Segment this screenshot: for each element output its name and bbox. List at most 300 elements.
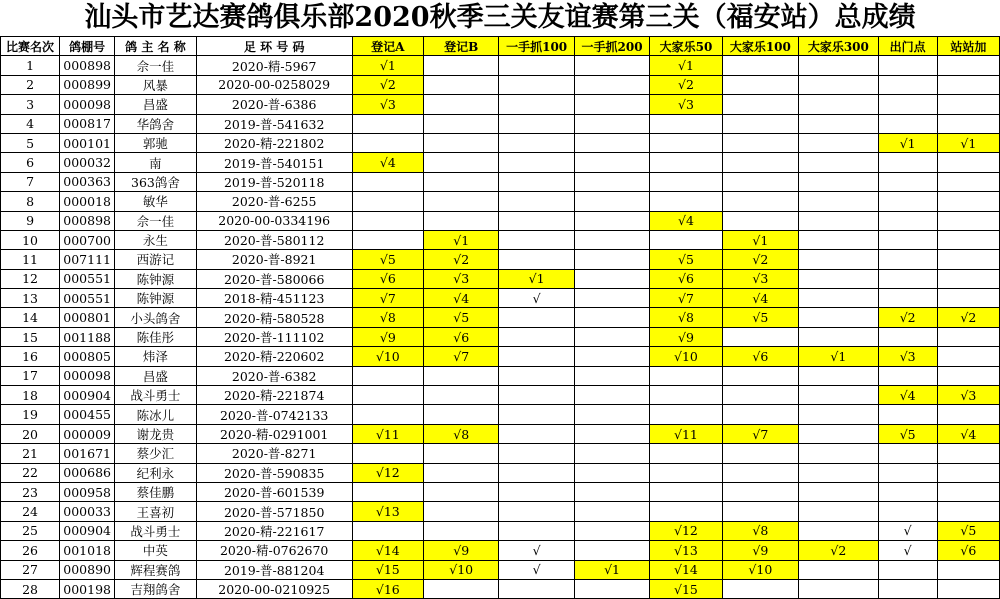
cell-ring-no: 2020-精-580528 [196,308,352,327]
cell-first-catch-200 [574,289,649,308]
cell-pool-300 [799,133,879,152]
header-first-catch-200: 一手抓200 [574,37,649,56]
cell-first-catch-100 [499,114,574,133]
cell-pool-300 [799,289,879,308]
cell-exit-point [878,405,937,424]
cell-pool-50: √3 [650,95,722,114]
cell-loft-no: 000890 [60,560,115,579]
cell-exit-point [878,289,937,308]
cell-stage-plus [937,347,999,366]
cell-exit-point: √5 [878,424,937,443]
cell-stage-plus [937,230,999,249]
cell-reg-b [424,521,499,540]
cell-first-catch-100: √ [499,560,574,579]
cell-exit-point [878,172,937,191]
header-owner: 鸽 主 名 称 [115,37,197,56]
cell-stage-plus [937,153,999,172]
cell-pool-300 [799,579,879,598]
cell-first-catch-100: √1 [499,269,574,288]
cell-pool-50 [650,172,722,191]
cell-pool-300 [799,75,879,94]
cell-first-catch-100 [499,521,574,540]
cell-rank: 2 [1,75,60,94]
cell-rank: 20 [1,424,60,443]
cell-reg-b [424,95,499,114]
cell-reg-a [352,172,423,191]
cell-rank: 1 [1,56,60,75]
cell-reg-a [352,230,423,249]
table-row [1,541,1000,560]
table-row [1,327,1000,346]
cell-pool-50: √14 [650,560,722,579]
cell-ring-no: 2020-普-6255 [196,192,352,211]
cell-stage-plus: √4 [937,424,999,443]
header-pool-100: 大家乐100 [722,37,798,56]
cell-pool-300 [799,95,879,114]
cell-pool-100 [722,502,798,521]
cell-stage-plus [937,579,999,598]
cell-first-catch-100 [499,56,574,75]
cell-reg-b: √9 [424,541,499,560]
cell-owner: 战斗勇士 [115,521,197,540]
cell-rank: 9 [1,211,60,230]
cell-pool-100 [722,463,798,482]
cell-ring-no: 2020-00-0334196 [196,211,352,230]
cell-loft-no: 000904 [60,521,115,540]
cell-first-catch-200 [574,579,649,598]
cell-exit-point: √1 [878,133,937,152]
cell-exit-point [878,269,937,288]
cell-first-catch-200 [574,386,649,405]
cell-pool-300: √1 [799,347,879,366]
cell-reg-b [424,172,499,191]
table-row [1,95,1000,114]
cell-pool-300 [799,172,879,191]
cell-loft-no: 000101 [60,133,115,152]
cell-reg-b [424,133,499,152]
cell-loft-no: 000098 [60,95,115,114]
cell-pool-50 [650,386,722,405]
cell-first-catch-100 [499,366,574,385]
cell-loft-no: 001188 [60,327,115,346]
cell-pool-300 [799,56,879,75]
cell-reg-a [352,444,423,463]
cell-exit-point [878,211,937,230]
cell-stage-plus [937,192,999,211]
cell-first-catch-200 [574,541,649,560]
cell-first-catch-200 [574,56,649,75]
cell-reg-a: √10 [352,347,423,366]
cell-reg-a: √3 [352,95,423,114]
cell-pool-100: √2 [722,250,798,269]
cell-owner: 陈钟源 [115,269,197,288]
cell-pool-50 [650,114,722,133]
cell-reg-b: √3 [424,269,499,288]
cell-exit-point: √2 [878,308,937,327]
cell-first-catch-100 [499,444,574,463]
cell-first-catch-200 [574,463,649,482]
cell-rank: 5 [1,133,60,152]
cell-pool-100 [722,153,798,172]
table-row [1,153,1000,172]
cell-first-catch-100 [499,172,574,191]
table-row [1,114,1000,133]
cell-rank: 15 [1,327,60,346]
cell-exit-point: √4 [878,386,937,405]
cell-ring-no: 2020-普-111102 [196,327,352,346]
cell-ring-no: 2020-精-0762670 [196,541,352,560]
cell-pool-100: √7 [722,424,798,443]
cell-first-catch-200 [574,211,649,230]
cell-rank: 17 [1,366,60,385]
cell-rank: 27 [1,560,60,579]
cell-pool-100: √5 [722,308,798,327]
cell-stage-plus [937,405,999,424]
cell-pool-300 [799,521,879,540]
cell-pool-50: √11 [650,424,722,443]
cell-first-catch-200 [574,405,649,424]
cell-first-catch-100: √ [499,289,574,308]
cell-exit-point [878,560,937,579]
cell-loft-no: 000700 [60,230,115,249]
cell-rank: 8 [1,192,60,211]
cell-ring-no: 2020-普-0742133 [196,405,352,424]
cell-pool-50: √4 [650,211,722,230]
cell-owner: 陈佳彤 [115,327,197,346]
cell-exit-point [878,366,937,385]
cell-loft-no: 000958 [60,482,115,501]
cell-first-catch-100 [499,95,574,114]
header-reg-b: 登记B [424,37,499,56]
cell-reg-b [424,75,499,94]
cell-pool-50: √1 [650,56,722,75]
cell-owner: 敏华 [115,192,197,211]
cell-pool-100 [722,444,798,463]
cell-reg-b: √7 [424,347,499,366]
cell-pool-100: √3 [722,269,798,288]
cell-loft-no: 000899 [60,75,115,94]
table-row [1,521,1000,540]
cell-first-catch-100 [499,405,574,424]
cell-reg-a: √5 [352,250,423,269]
cell-pool-300 [799,153,879,172]
cell-reg-a: √13 [352,502,423,521]
cell-pool-50: √6 [650,269,722,288]
cell-reg-b: √4 [424,289,499,308]
cell-pool-100: √9 [722,541,798,560]
cell-first-catch-200: √1 [574,560,649,579]
cell-exit-point: √ [878,521,937,540]
cell-pool-100: √8 [722,521,798,540]
cell-stage-plus [937,289,999,308]
cell-pool-100: √6 [722,347,798,366]
cell-owner: 纪利永 [115,463,197,482]
cell-reg-a: √14 [352,541,423,560]
cell-owner: 昌盛 [115,95,197,114]
cell-ring-no: 2018-精-451123 [196,289,352,308]
cell-pool-300 [799,444,879,463]
cell-pool-50 [650,405,722,424]
table-row [1,424,1000,443]
cell-stage-plus [937,444,999,463]
cell-stage-plus [937,172,999,191]
cell-ring-no: 2020-00-0210925 [196,579,352,598]
cell-reg-b [424,482,499,501]
cell-reg-b [424,366,499,385]
table-body [1,56,1000,599]
cell-reg-a: √15 [352,560,423,579]
cell-pool-100 [722,95,798,114]
cell-ring-no: 2020-精-221617 [196,521,352,540]
table-row [1,482,1000,501]
cell-rank: 22 [1,463,60,482]
cell-pool-100: √10 [722,560,798,579]
cell-reg-a [352,366,423,385]
cell-pool-100 [722,114,798,133]
cell-exit-point [878,482,937,501]
cell-pool-100 [722,56,798,75]
header-first-catch-100: 一手抓100 [499,37,574,56]
cell-loft-no: 000898 [60,56,115,75]
cell-loft-no: 001018 [60,541,115,560]
cell-pool-100 [722,211,798,230]
header-row [1,37,1000,56]
cell-exit-point: √3 [878,347,937,366]
cell-pool-300 [799,327,879,346]
cell-pool-100 [722,366,798,385]
cell-rank: 23 [1,482,60,501]
cell-pool-50: √8 [650,308,722,327]
cell-loft-no: 000018 [60,192,115,211]
cell-rank: 11 [1,250,60,269]
cell-first-catch-100 [499,192,574,211]
cell-reg-b [424,405,499,424]
cell-first-catch-200 [574,192,649,211]
table-row [1,192,1000,211]
cell-pool-300 [799,230,879,249]
cell-exit-point [878,75,937,94]
cell-exit-point [878,327,937,346]
cell-first-catch-200 [574,521,649,540]
cell-rank: 21 [1,444,60,463]
table-row [1,172,1000,191]
cell-first-catch-100 [499,327,574,346]
cell-pool-300 [799,482,879,501]
cell-stage-plus: √3 [937,386,999,405]
table-row [1,560,1000,579]
cell-reg-a: √2 [352,75,423,94]
cell-loft-no: 000098 [60,366,115,385]
cell-ring-no: 2020-精-5967 [196,56,352,75]
cell-reg-a [352,211,423,230]
cell-ring-no: 2020-精-221802 [196,133,352,152]
table-row [1,308,1000,327]
cell-ring-no: 2019-普-540151 [196,153,352,172]
cell-stage-plus [937,95,999,114]
cell-reg-b: √8 [424,424,499,443]
cell-first-catch-100 [499,463,574,482]
cell-pool-300 [799,424,879,443]
cell-reg-a: √1 [352,56,423,75]
cell-first-catch-100 [499,502,574,521]
cell-loft-no: 000686 [60,463,115,482]
table-row [1,289,1000,308]
cell-pool-100: √4 [722,289,798,308]
cell-pool-50 [650,444,722,463]
cell-first-catch-100 [499,482,574,501]
cell-pool-50 [650,366,722,385]
cell-exit-point [878,56,937,75]
cell-ring-no: 2020-普-580066 [196,269,352,288]
cell-exit-point [878,192,937,211]
header-reg-a: 登记A [352,37,423,56]
cell-ring-no: 2020-普-8271 [196,444,352,463]
cell-rank: 7 [1,172,60,191]
cell-ring-no: 2019-普-520118 [196,172,352,191]
cell-stage-plus [937,366,999,385]
cell-reg-b [424,579,499,598]
cell-first-catch-200 [574,95,649,114]
cell-pool-100 [722,482,798,501]
cell-reg-b [424,211,499,230]
cell-stage-plus [937,56,999,75]
cell-stage-plus: √6 [937,541,999,560]
cell-owner: 谢龙贵 [115,424,197,443]
cell-pool-50: √7 [650,289,722,308]
cell-first-catch-100 [499,230,574,249]
table-row [1,405,1000,424]
cell-rank: 4 [1,114,60,133]
cell-reg-b [424,153,499,172]
table-row [1,444,1000,463]
table-row [1,579,1000,598]
cell-loft-no: 000817 [60,114,115,133]
page-title: 汕头市艺达赛鸽俱乐部2020秋季三关友谊赛第三关（福安站）总成绩 [84,2,916,33]
cell-pool-300 [799,386,879,405]
cell-first-catch-200 [574,250,649,269]
cell-stage-plus [937,327,999,346]
cell-loft-no: 000455 [60,405,115,424]
cell-owner: 华鸽舍 [115,114,197,133]
cell-reg-a [352,386,423,405]
header-pool-50: 大家乐50 [650,37,722,56]
cell-reg-a [352,521,423,540]
cell-pool-100 [722,172,798,191]
cell-owner: 陈钟源 [115,289,197,308]
cell-pool-300 [799,502,879,521]
cell-exit-point [878,502,937,521]
cell-first-catch-200 [574,444,649,463]
cell-pool-300 [799,463,879,482]
table-row [1,366,1000,385]
cell-stage-plus [937,75,999,94]
cell-stage-plus [937,114,999,133]
cell-rank: 18 [1,386,60,405]
cell-rank: 28 [1,579,60,598]
cell-pool-100 [722,579,798,598]
cell-owner: 辉程赛鸽 [115,560,197,579]
cell-first-catch-200 [574,153,649,172]
cell-exit-point [878,95,937,114]
cell-owner: 363鸽舍 [115,172,197,191]
cell-first-catch-100 [499,308,574,327]
cell-owner: 陈冰儿 [115,405,197,424]
cell-ring-no: 2020-精-0291001 [196,424,352,443]
cell-pool-50 [650,230,722,249]
table-row [1,386,1000,405]
cell-stage-plus [937,250,999,269]
cell-reg-a [352,133,423,152]
cell-pool-50 [650,153,722,172]
cell-loft-no: 000032 [60,153,115,172]
cell-ring-no: 2020-普-571850 [196,502,352,521]
cell-pool-300: √2 [799,541,879,560]
cell-first-catch-200 [574,424,649,443]
cell-pool-50 [650,133,722,152]
cell-owner: 中英 [115,541,197,560]
cell-pool-300 [799,114,879,133]
cell-owner: 南 [115,153,197,172]
cell-stage-plus [937,482,999,501]
cell-reg-b: √10 [424,560,499,579]
cell-reg-a: √7 [352,289,423,308]
cell-owner: 永生 [115,230,197,249]
cell-exit-point [878,463,937,482]
cell-reg-a: √11 [352,424,423,443]
cell-pool-300 [799,269,879,288]
cell-ring-no: 2020-普-8921 [196,250,352,269]
cell-first-catch-200 [574,269,649,288]
cell-first-catch-100 [499,579,574,598]
cell-rank: 26 [1,541,60,560]
cell-stage-plus [937,463,999,482]
cell-ring-no: 2019-普-541632 [196,114,352,133]
cell-reg-a [352,192,423,211]
cell-loft-no: 007111 [60,250,115,269]
cell-stage-plus: √1 [937,133,999,152]
results-table [0,36,1000,599]
cell-reg-b: √1 [424,230,499,249]
cell-rank: 24 [1,502,60,521]
cell-pool-300 [799,405,879,424]
header-stage-plus: 站站加 [937,37,999,56]
cell-first-catch-200 [574,366,649,385]
cell-ring-no: 2020-普-601539 [196,482,352,501]
cell-rank: 3 [1,95,60,114]
cell-loft-no: 000198 [60,579,115,598]
cell-loft-no: 000904 [60,386,115,405]
cell-first-catch-100 [499,133,574,152]
cell-owner: 蔡少汇 [115,444,197,463]
cell-pool-50 [650,463,722,482]
cell-stage-plus: √2 [937,308,999,327]
cell-pool-300 [799,250,879,269]
header-pool-300: 大家乐300 [799,37,879,56]
cell-reg-a: √4 [352,153,423,172]
header-exit-point: 出门点 [878,37,937,56]
cell-stage-plus [937,269,999,288]
cell-rank: 10 [1,230,60,249]
cell-first-catch-100 [499,75,574,94]
cell-first-catch-100 [499,424,574,443]
cell-reg-b [424,502,499,521]
cell-pool-50: √15 [650,579,722,598]
cell-loft-no: 001671 [60,444,115,463]
cell-first-catch-100 [499,153,574,172]
cell-ring-no: 2020-00-0258029 [196,75,352,94]
cell-pool-300 [799,211,879,230]
cell-exit-point: √ [878,541,937,560]
